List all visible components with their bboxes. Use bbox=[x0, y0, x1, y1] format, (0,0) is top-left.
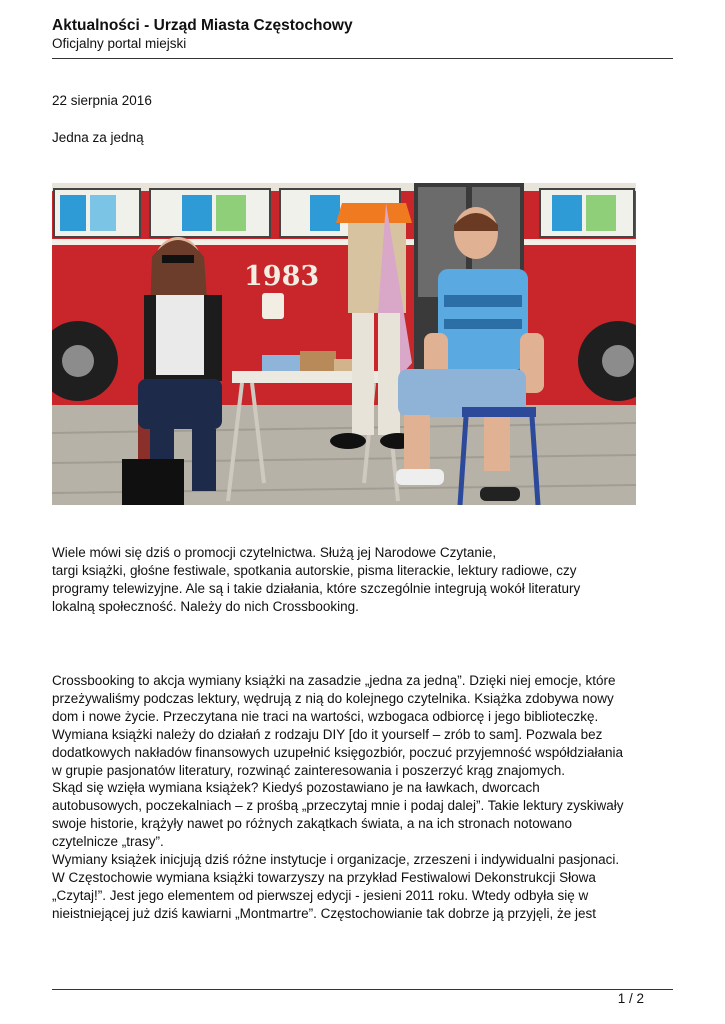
bus-number: 1983 bbox=[244, 261, 320, 292]
books bbox=[262, 355, 302, 371]
header-divider bbox=[52, 58, 673, 59]
paragraph-2 bbox=[52, 672, 676, 923]
bus-emblem bbox=[262, 293, 284, 319]
paragraph-line: Wiele mówi się dziś o promocji czytelnictwa. Służą jej Narodowe Czytanie, bbox=[52, 545, 497, 560]
paragraph-line: lokalną społeczność. Należy do nich Crossbooking. bbox=[52, 598, 359, 614]
paragraph-line: Wymiany książek inicjują dziś różne instytucje i organizacje, zrzeszeni i indywidualni pasjonaci. bbox=[52, 852, 620, 868]
handbag bbox=[122, 459, 184, 505]
paragraph-line: przeżywaliśmy podczas lektury, wędrują z nią do kolejnego czytelnika. Książka zdobywa nowy bbox=[52, 690, 614, 706]
paragraph-line: „Czytaj!”. Jest jego elementem od pierwszej edycji - jesieni 2011 roku. Wtedy odbyła się w bbox=[52, 887, 589, 903]
paragraph-line: nieistniejącej już dziś kawiarni „Montmartre”. Częstochowianie tak dobrze ją przyjęli, że jest bbox=[52, 905, 596, 921]
photo-illustration bbox=[52, 183, 636, 505]
footer-divider bbox=[52, 989, 673, 990]
paragraph-line: programy telewizyjne. Ale są i takie działania, które szczególnie integrują wokół literatury bbox=[52, 580, 581, 596]
article-photo bbox=[52, 183, 636, 505]
paragraph-line: Wymiana książki należy do działań z rodzaju DIY [do it yourself – zrób to sam]. Pozwala bez bbox=[52, 726, 603, 742]
paragraph-line: dodatkowych nakładów finansowych uzupełnić księgozbiór, poczuć przyjemność współdziałania bbox=[52, 744, 624, 760]
paragraph-line: czytelnicze „trasy”. bbox=[52, 834, 164, 850]
document-header bbox=[52, 16, 673, 53]
paragraph-line: dom i nowe życie. Przeczytana nie traci na wartości, wzbogaca odbiorcę i jego biblioteczkę. bbox=[52, 708, 599, 724]
paragraph-line: Crossbooking to akcja wymiany książki na zasadzie „jedna za jedną”. Dzięki niej emocje, które bbox=[52, 673, 616, 688]
paragraph-line: W Częstochowie wymiana książki towarzyszy na przykład Festiwalowi Dekonstrukcji Słowa bbox=[52, 869, 596, 885]
page-number: 1 / 2 bbox=[617, 991, 644, 1006]
paragraph-line: swoje historie, krążyły nawet po różnych zakątkach świata, a na ich stronach notowano bbox=[52, 816, 573, 832]
site-title: Aktualności - Urząd Miasta Częstochowy bbox=[52, 17, 353, 34]
article-date: 22 sierpnia 2016 bbox=[52, 93, 152, 108]
paragraph-line: w grupie pasjonatów literatury, rozwinąć zainteresowania i poszerzyć krąg znajomych. bbox=[52, 762, 565, 778]
woman-trousers bbox=[138, 379, 222, 429]
paragraph-line: autobusowych, poczekalniach – z prośbą „przeczytaj mnie i podaj dalej”. Takie lektury zyskiwały bbox=[52, 798, 624, 814]
paragraph-1 bbox=[52, 544, 676, 616]
paragraph-line: Skąd się wzięła wymiana książek? Kiedyś pozostawiano je na ławkach, dworcach bbox=[52, 780, 540, 796]
site-subtitle: Oficjalny portal miejski bbox=[52, 36, 187, 51]
paragraph-line: targi książki, głośne festiwale, spotkania autorskie, pisma literackie, lektury radiowe, czy bbox=[52, 562, 577, 578]
article-title: Jedna za jedną bbox=[52, 130, 144, 145]
